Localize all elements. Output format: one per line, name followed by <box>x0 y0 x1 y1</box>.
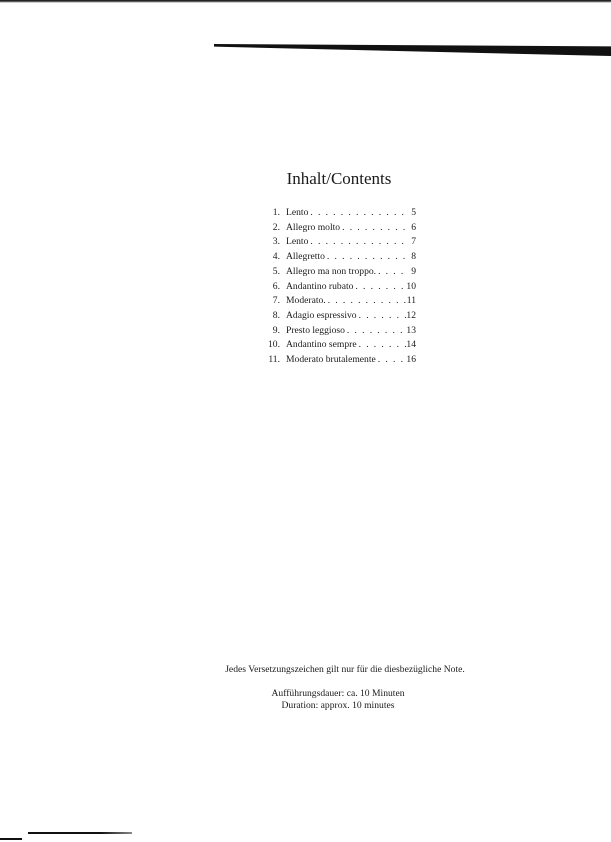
toc-entry <box>256 221 416 236</box>
toc-page-number: 9 <box>411 265 416 277</box>
toc-title: Allegretto <box>286 251 325 263</box>
toc-page-number: 10 <box>406 280 416 292</box>
toc-number: 1. <box>272 207 280 218</box>
toc-number: 7. <box>272 295 280 307</box>
toc-page-number: 12 <box>406 309 416 321</box>
toc-page-number: 14 <box>406 339 416 351</box>
header-wedge-rule <box>214 44 611 56</box>
duration-english: Duration: approx. 10 minutes <box>281 699 395 711</box>
toc-page-number: 16 <box>406 354 416 366</box>
toc-title: Lento <box>286 236 309 248</box>
top-border-rule <box>0 0 611 3</box>
dot-leader <box>325 250 407 265</box>
dot-leader <box>357 338 407 353</box>
toc-number: 4. <box>272 251 280 263</box>
page-title: Inhalt/Contents <box>286 169 392 188</box>
toc-title: Presto leggioso <box>286 324 345 336</box>
dot-leader <box>340 221 407 236</box>
toc-title: Allegro molto <box>286 221 341 233</box>
toc-entry <box>256 324 416 339</box>
bottom-left-rule <box>0 838 22 840</box>
toc-title: Lento <box>286 207 309 218</box>
toc-entry <box>256 338 416 353</box>
dot-leader <box>308 206 407 221</box>
dot-leader <box>345 324 407 339</box>
toc-number: 5. <box>272 265 280 277</box>
toc-page-number: 13 <box>406 324 416 336</box>
toc-number: 6. <box>272 280 280 292</box>
toc-page-number: 6 <box>411 221 416 233</box>
duration-block <box>200 688 476 711</box>
toc-number: 10. <box>268 339 280 351</box>
toc-entry <box>256 309 416 324</box>
toc-number: 8. <box>272 309 280 321</box>
toc-entry <box>256 206 416 221</box>
toc-number: 11. <box>268 354 280 366</box>
dot-leader <box>326 294 407 309</box>
toc-title: Adagio espressivo <box>286 309 357 321</box>
toc-title: Moderato. <box>286 295 326 307</box>
dot-leader <box>376 353 407 368</box>
toc-number: 2. <box>272 221 280 233</box>
toc-page-number: 11 <box>406 295 416 307</box>
toc-number: 3. <box>272 236 280 248</box>
dot-leader <box>353 280 406 295</box>
toc-page-number: 5 <box>411 207 416 218</box>
toc-page-number: 7 <box>411 236 416 248</box>
dot-leader <box>308 235 407 250</box>
toc-title: Andantino rubato <box>286 280 354 292</box>
dot-leader <box>357 309 407 324</box>
toc-number: 9. <box>272 324 280 336</box>
table-of-contents <box>256 206 416 368</box>
toc-title: Andantino sempre <box>286 339 357 351</box>
toc-entry <box>256 353 416 368</box>
toc-page-number: 8 <box>411 251 416 263</box>
toc-entry <box>256 280 416 295</box>
toc-entry <box>256 265 416 280</box>
dot-leader <box>376 265 407 280</box>
toc-title: Allegro ma non troppo. <box>286 265 377 277</box>
toc-entry <box>256 235 416 250</box>
toc-entry <box>256 294 416 309</box>
accidentals-note: Jedes Versetzungszeichen gilt nur für die diesbezügliche Note. <box>225 664 465 675</box>
duration-german: Aufführungsdauer: ca. 10 Minuten <box>271 688 405 699</box>
bottom-rule <box>28 832 132 834</box>
toc-title: Moderato brutalemente <box>286 354 376 366</box>
toc-entry <box>256 250 416 265</box>
